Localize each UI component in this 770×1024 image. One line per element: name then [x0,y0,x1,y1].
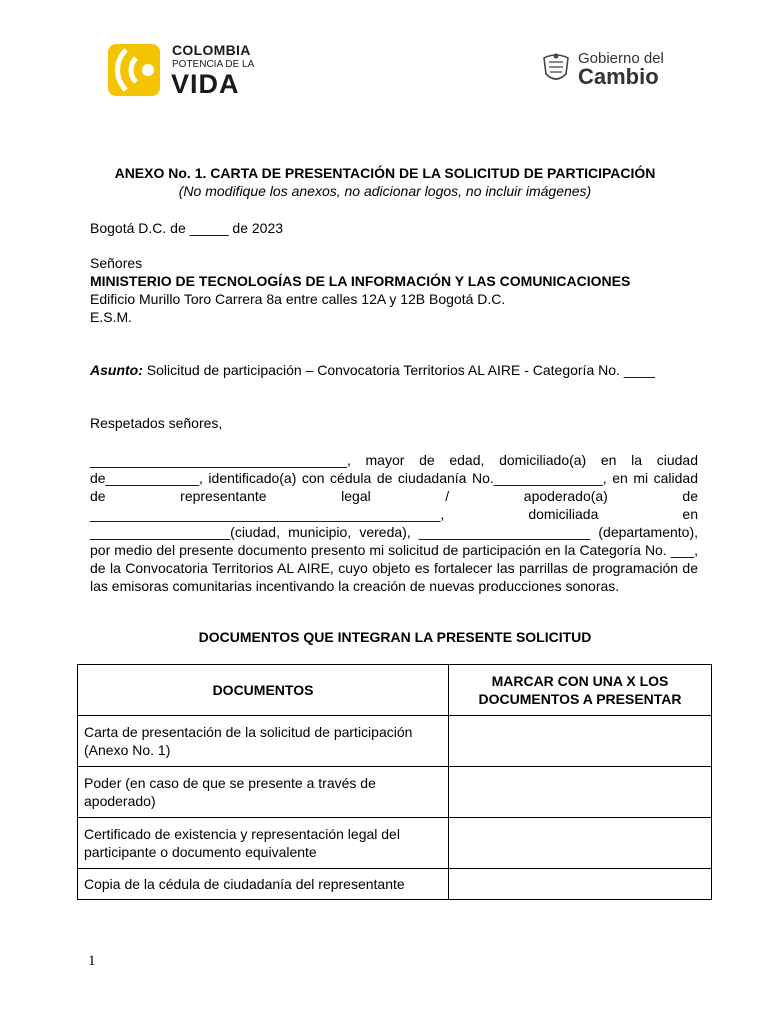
recipient-name: MINISTERIO DE TECNOLOGÍAS DE LA INFORMACIÓN Y LAS COMUNICACIONES [90,273,631,289]
table-row [78,716,712,767]
subject-line [90,361,698,379]
colombia-potencia-logo [108,42,258,98]
body-paragraph: _________________________________, mayor de edad, domiciliado(a) en la ciudad de____________, identificado(a) con cédula de ciudadanía No.______________, en mi calidad de representante legal / apoderado(a) de _____________________________________________, domiciliada en __________________(ciudad, municipio, vereda), ______________________ (departamento), por medio del presente documento presento mi solicitud de participación en la Categoría No. ___, de la Convocatoria Territorios AL AIRE, cuyo objeto es fortalecer las parrillas de programación de las emisoras comunitarias incentivando la creación de nuevas producciones sonoras. [90,452,698,594]
gobierno-del-cambio-logo [540,50,670,90]
logo-text-cambio: Cambio [578,64,659,89]
document-cell: Copia de la cédula de ciudadanía del representante [78,869,449,900]
date-line: Bogotá D.C. de _____ de 2023 [90,220,284,236]
mark-cell[interactable] [448,767,711,818]
document-subtitle: (No modifique los anexos, no adicionar logos, no incluir imágenes) [178,183,592,199]
mark-cell[interactable] [448,869,711,900]
document-cell: Carta de presentación de la solicitud de participación (Anexo No. 1) [78,716,449,767]
document-cell: Poder (en caso de que se presente a través de apoderado) [78,767,449,818]
documents-column-header: DOCUMENTOS [78,665,449,716]
recipient-esm: E.S.M. [90,309,133,325]
greeting: Respetados señores, [90,415,223,431]
salutation: Señores [90,255,143,271]
logo-text-potencia: POTENCIA DE LA [172,59,255,70]
subject-label: Asunto: [90,362,143,378]
document-cell: Certificado de existencia y representación legal del participante o documento equivalente [78,818,449,869]
mark-cell[interactable] [448,818,711,869]
logo-text-gobierno: Gobierno del [578,50,664,67]
logo-text-colombia: COLOMBIA [172,42,251,58]
table-header-row [78,665,712,716]
documents-section-title: DOCUMENTOS QUE INTEGRAN LA PRESENTE SOLICITUD [198,629,592,645]
wave-logo-icon [108,44,160,96]
logo-text-vida: VIDA [171,69,240,99]
documents-table [77,664,712,900]
page-number: 1 [88,953,96,969]
subject-text: Solicitud de participación – Convocatoria Territorios AL AIRE - Categoría No. ____ [142,362,655,378]
document-title: ANEXO No. 1. CARTA DE PRESENTACIÓN DE LA SOLICITUD DE PARTICIPACIÓN [114,165,656,181]
table-row [78,767,712,818]
mark-cell[interactable] [448,716,711,767]
mark-column-header: MARCAR CON UNA X LOS DOCUMENTOS A PRESENTAR [448,665,711,716]
table-row [78,818,712,869]
coat-of-arms-icon [540,52,572,86]
recipient-address: Edificio Murillo Toro Carrera 8a entre calles 12A y 12B Bogotá D.C. [90,291,506,307]
table-row [78,869,712,900]
